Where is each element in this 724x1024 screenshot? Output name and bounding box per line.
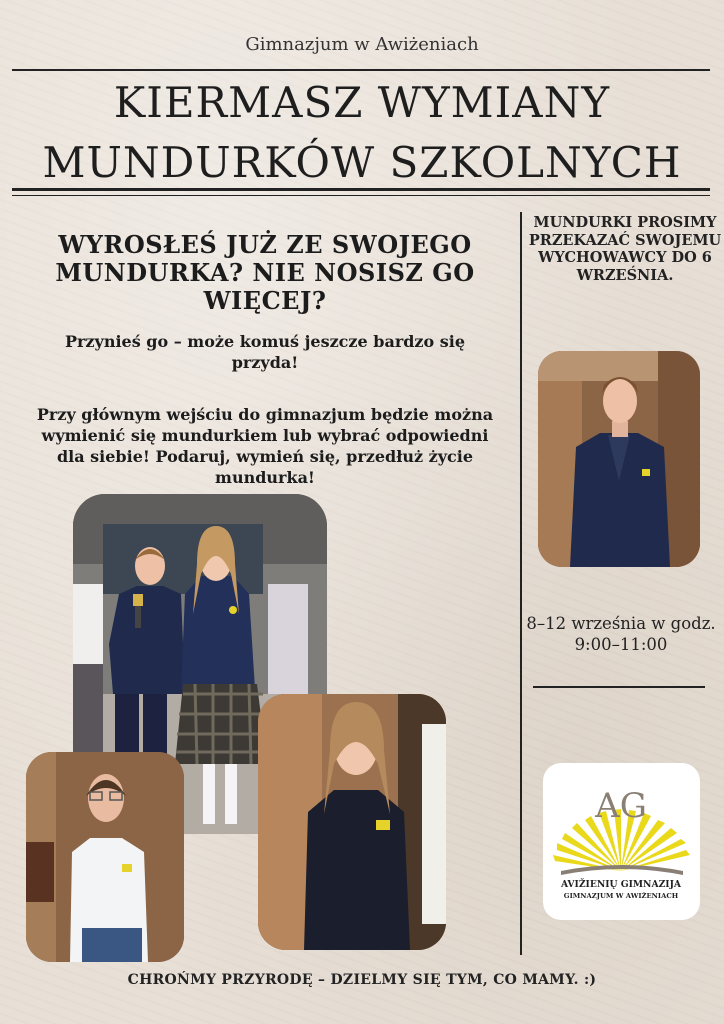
logo-name: AVIŽIENIŲ GIMNAZIJA [560,879,682,890]
sidebar-rule [533,686,705,688]
photo-boy-uniform [538,351,700,567]
title-line-2: MUNDURKÓW SZKOLNYCH [42,138,682,187]
school-logo [543,763,700,920]
paragraph-bring: Przynieś go – może komuś jeszcze bardzo się przyda! [64,332,466,372]
uniform-deadline-note: MUNDURKI PROSIMY PRZEKAZAĆ SWOJEMU WYCHOWAWCY DO 6 WRZEŚNIA. [528,214,722,284]
title-rule-thin [12,195,710,196]
title-line-1: KIERMASZ WYMIANY [113,78,611,127]
logo-subtitle: GIMNAZJUM W AWIŻENIACH [563,892,679,900]
photo-girl-sweatshirt [258,694,446,950]
column-divider [520,212,522,955]
title-rule-thick [12,188,710,191]
footer-slogan: CHROŃMY PRZYRODĘ – DZIELMY SIĘ TYM, CO MAMY. :) [127,972,597,988]
logo-letters: AG [595,786,647,826]
paragraph-exchange: Przy głównym wejściu do gimnazjum będzie można wymienić się mundurkiem lub wybrać odpowiedni dla siebie! Podaruj, wymień się, przedłuż życie mundurka! [36,405,494,487]
top-rule [12,69,710,71]
main-heading: WYROSŁEŚ JUŻ ZE SWOJEGO MUNDURKA? NIE NOSISZ GO WIĘCEJ? [55,230,475,315]
photo-girl-polo [26,752,184,962]
event-dates: 8–12 września w godz. 9:00–11:00 [526,614,716,654]
school-name: Gimnazjum w Awiżeniach [245,34,479,55]
